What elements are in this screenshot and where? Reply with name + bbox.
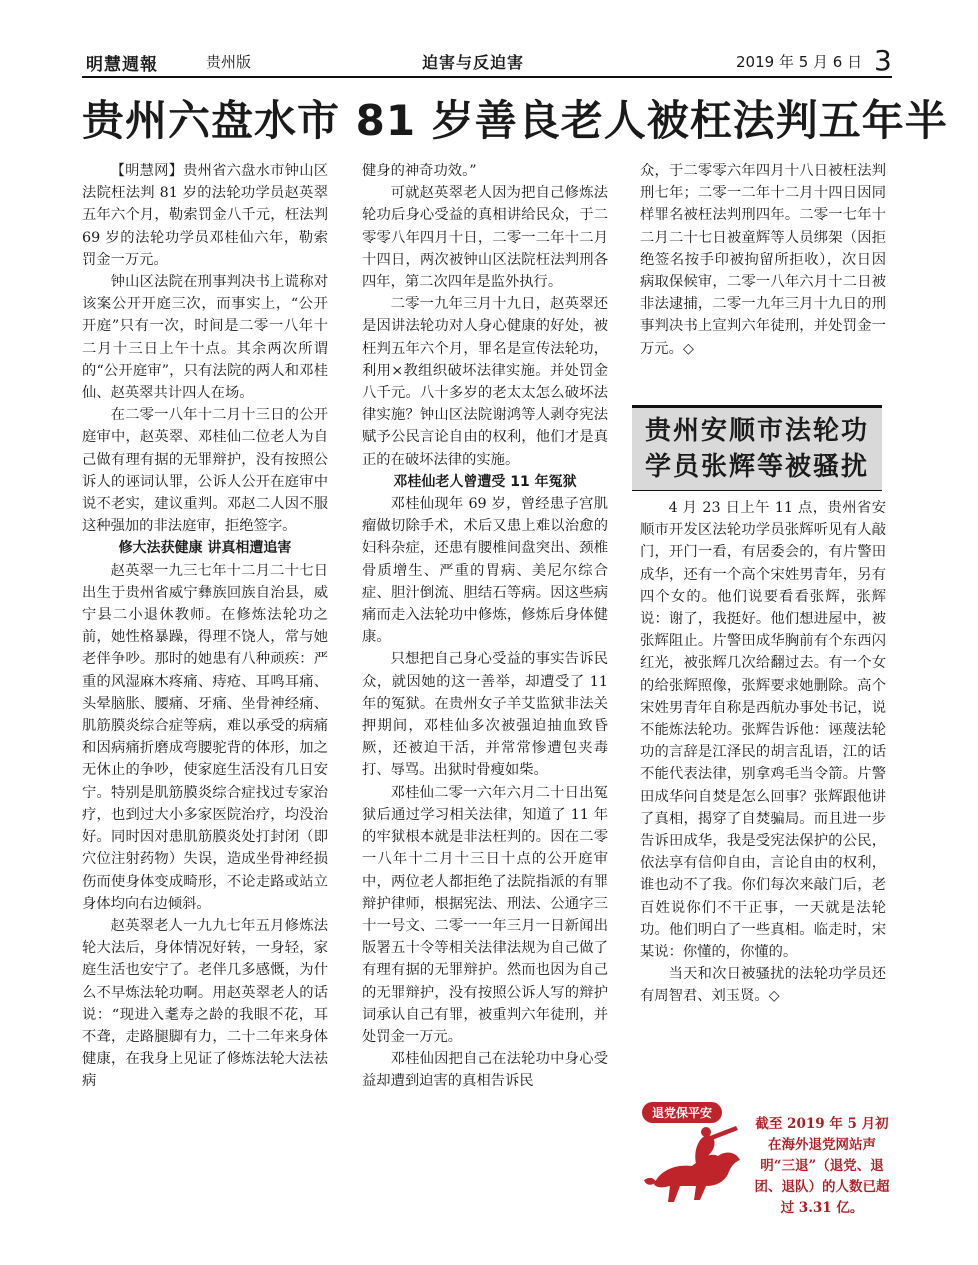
story2-body bbox=[640, 497, 886, 1008]
page-header bbox=[82, 44, 892, 80]
subheading: 修大法获健康 讲真相遭追害 bbox=[118, 540, 292, 557]
paragraph: 可就赵英翠老人因为把自己修炼法轮功后身心受益的真相讲给民众，于二零零八年四月十日，二零一二年十二月十四日，两次被钟山区法院枉法判刑各四年，第二次四年是监外执行。 bbox=[362, 185, 608, 291]
page-number: 3 bbox=[874, 44, 892, 77]
horse-rider-icon bbox=[640, 1122, 750, 1210]
paragraph: 二零一九年三月十九日，赵英翠还是因讲法轮功对人身心健康的好处，被枉判五年六个月，罪名是宣传法轮功，利用×教组织破坏法律实施。并处罚金八千元。八十多岁的老太太怎么破坏法律实施？钟山区法院谢鸿等人剥夺宪法赋予公民言论自由的权利，他们才是真正的在破坏法律的实施。 bbox=[362, 296, 608, 468]
ad-label: 退党保平安 bbox=[642, 1102, 722, 1123]
story2-title-box bbox=[632, 405, 882, 491]
paragraph: 邓桂仙现年 69 岁，曾经患子宫肌瘤做切除手术，术后又患上难以治愈的妇科杂症，还患有腰椎间盘突出、颈椎骨质增生、严重的胃病、美尼尔综合症、胆汁倒流、胆结石等病。因这些病痛而走入法轮功中修炼，修炼后身体健康。 bbox=[362, 496, 608, 646]
story2-title-line2: 学员张辉等被骚扰 bbox=[644, 452, 869, 482]
edition-label: 贵州版 bbox=[206, 53, 252, 71]
ad-text: 截至 2019 年 5 月初在海外退党网站声明“三退”（退党、退团、退队）的人数已超过 3.31 亿。 bbox=[754, 1116, 890, 1216]
paragraph: 邓桂仙二零一六年六月二十日出冤狱后通过学习相关法律，知道了 11 年的牢狱根本就是非法枉判的。因在二零一八年十二月十三日十点的公开庭审中，两位老人都拒绝了法院指派的有罪辩护律师，根据宪法、刑法、公通字三十一号文、二零一一年三月一日新闻出版署五十令等相关法律法规为自己做了有理有据的无罪辩护。然而也因为自己的无罪辩护，没有按照公诉人写的辩护词承认自己有罪，被重判六年徒刑，并处罚金一万元。 bbox=[362, 784, 608, 1045]
section-title: 迫害与反迫害 bbox=[422, 53, 525, 72]
story2-title-line1: 贵州安顺市法轮功 bbox=[644, 416, 869, 446]
paragraph: 4 月 23 日上午 11 点，贵州省安顺市开发区法轮功学员张辉听见有人敲门，开门一看，有居委会的，有片警田成华，还有一个高个宋姓男青年，另有四个女的。他们说要看看张辉，张辉说：谢了，我挺好。他们想进屋中，被张辉阻止。片警田成华胸前有个东西闪红光，被张辉几次给翻过去。有一个女的给张辉照像，张辉要求她删除。高个宋姓男青年自称是西航办事处书记，说不能炼法轮功。张辉告诉他：诬蔑法轮功的言辞是江泽民的胡言乱语，江的话不能代表法律，别拿鸡毛当令箭。片警田成华问自焚是怎么回事？张辉跟他讲了真相，揭穿了自焚骗局。而且进一步告诉田成华，我是受宪法保护的公民，依法享有信仰自由，言论自由的权利，谁也动不了我。你们每次来敲门后，老百姓说你们不干正事，一天就是法轮功。他们明白了一些真相。临走时，宋某说：你懂的，你懂的。 bbox=[640, 500, 886, 961]
paragraph: 只想把自己身心受益的事实告诉民众，就因她的这一善举，却遭受了 11 年的冤狱。在贵州女子羊艾监狱非法关押期间，邓桂仙多次被强迫抽血致昏厥，还被迫干活，并常常惨遭包夹毒打、辱骂。出狱时骨瘦如柴。 bbox=[362, 651, 608, 779]
paragraph: 在二零一八年十二月十三日的公开庭审中，赵英翠、邓桂仙二位老人为自己做有理有据的无罪辩护，没有按照公诉人的诬词认罪，公诉人公开在庭审中说不老实，建议重判。邓赵二人因不服这种强加的非法庭审，拒绝签字。 bbox=[82, 407, 328, 535]
issue-date: 2019 年 5 月 6 日 bbox=[736, 53, 863, 71]
paragraph: 邓桂仙因把自己在法轮功中身心受益却遭到迫害的真相告诉民 bbox=[362, 1051, 608, 1090]
main-headline: 贵州六盘水市 81 岁善良老人被枉法判五年半 bbox=[82, 96, 948, 145]
article-column-2 bbox=[362, 160, 608, 1093]
article-column-3 bbox=[640, 160, 886, 360]
article-column-1 bbox=[82, 160, 328, 1093]
paragraph: 【明慧网】贵州省六盘水市钟山区法院枉法判 81 岁的法轮功学员赵英翠五年六个月，勒索罚金八千元，枉法判 69 岁的法轮功学员邓桂仙六年，勒索罚金一万元。 bbox=[82, 163, 328, 268]
paragraph: 赵英翠一九三七年十二月二十七日出生于贵州省威宁彝族回族自治县，威宁县二小退休教师。在修炼法轮功之前，她性格暴躁，得理不饶人，常与她老伴争吵。那时的她患有八种顽疾：严重的风湿麻木疼痛、痔疮、耳鸣耳痛、头晕脑胀、腰痛、牙痛、坐骨神经痛、肌筋膜炎综合症等病，难以承受的病痛和因病痛折磨成弯腰驼背的体形，加之无休止的争吵，使家庭生活没有几日安宁。特别是肌筋膜炎综合症找过专家治疗，也到过大小多家医院治疗，均没治好。同时因对患肌筋膜炎处打封闭（即穴位注射药物）失误，造成坐骨神经损伤而使身体变成畸形，不论走路或站立身体均向右边倾斜。 bbox=[82, 562, 328, 912]
masthead: 明慧週報 bbox=[86, 55, 158, 75]
paragraph: 赵英翠老人一九九七年五月修炼法轮大法后，身体情况好转，一身轻，家庭生活也安宁了。老伴几多感慨，为什么不早炼法轮功啊。用赵英翠老人的话说：“现进入耄寿之龄的我眼不花，耳不聋，走路腿脚有力，二十二年来身体健康，在我身上见证了修炼法轮大法祛病 bbox=[82, 917, 328, 1090]
tuidang-ad bbox=[640, 1100, 890, 1216]
paragraph: 健身的神奇功效。” bbox=[362, 163, 477, 179]
header-divider bbox=[82, 76, 892, 78]
paragraph: 钟山区法院在刑事判决书上谎称对该案公开开庭三次，而事实上，“公开开庭”只有一次，时间是二零一八年十二月十三日上午十点。其余两次所谓的“公开庭审”，只有法院的两人和邓桂仙、赵英翠共计四人在场。 bbox=[82, 274, 328, 402]
paragraph: 众，于二零零六年四月十八日被枉法判刑七年；二零一二年十二月十四日因同样罪名被枉法判刑四年。二零一七年十二月二十七日被童辉等人员绑架（因拒绝签名按手印被拘留所拒收），次日因病取保候审，二零一八年六月十二日被非法逮捕，二零一九年三月十九日的刑事判决书上宣判六年徒刑，并处罚金一万元。◇ bbox=[640, 163, 886, 357]
paragraph: 当天和次日被骚扰的法轮功学员还有周智君、刘玉贤。◇ bbox=[640, 966, 886, 1005]
subheading: 邓桂仙老人曾遭受 11 年冤狱 bbox=[393, 473, 577, 490]
